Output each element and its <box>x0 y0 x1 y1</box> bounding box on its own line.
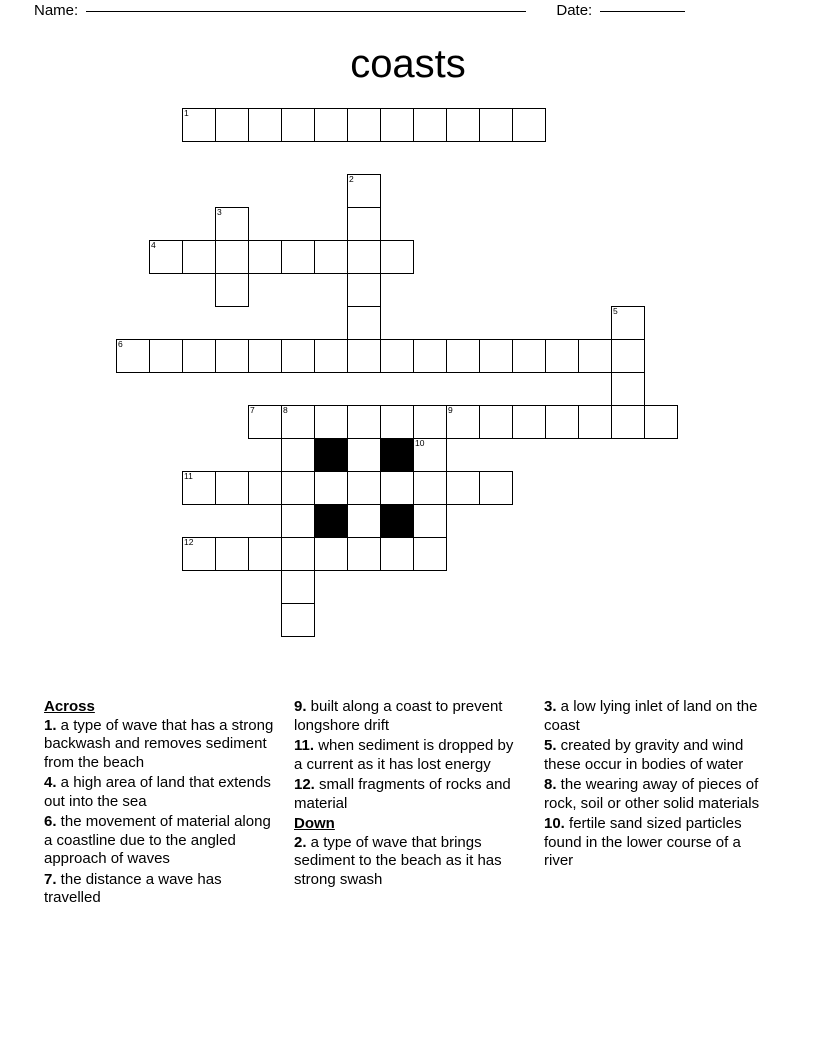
date-label-text: Date: <box>556 2 597 19</box>
grid-cell[interactable] <box>380 108 414 142</box>
grid-cell[interactable] <box>479 108 513 142</box>
grid-cell[interactable] <box>248 537 282 571</box>
grid-cell-number: 8 <box>283 405 288 415</box>
grid-cell-number: 7 <box>250 405 255 415</box>
grid-cell[interactable] <box>281 603 315 637</box>
grid-cell[interactable] <box>347 405 381 439</box>
grid-cell[interactable] <box>215 273 249 307</box>
clue-text: created by gravity and wind these occur in bodies of water <box>544 737 744 773</box>
grid-cell[interactable] <box>314 405 348 439</box>
grid-cell[interactable] <box>182 240 216 274</box>
grid-cell[interactable] <box>314 108 348 142</box>
grid-cell[interactable] <box>248 339 282 373</box>
grid-cell[interactable] <box>215 207 249 241</box>
clue-item <box>44 813 274 869</box>
grid-cell[interactable] <box>611 339 645 373</box>
grid-cell-number: 2 <box>349 174 354 184</box>
grid-cell[interactable] <box>380 405 414 439</box>
clue-text: the movement of material along a coastline due to the angled approach of waves <box>44 813 271 867</box>
clue-number: 5. <box>544 737 557 754</box>
grid-cell-number: 3 <box>217 207 222 217</box>
grid-cell[interactable] <box>248 405 282 439</box>
grid-cell[interactable] <box>512 339 546 373</box>
grid-cell[interactable] <box>215 240 249 274</box>
grid-cell[interactable] <box>644 405 678 439</box>
grid-cell[interactable] <box>413 537 447 571</box>
grid-cell-number: 4 <box>151 240 156 250</box>
grid-cell[interactable] <box>380 339 414 373</box>
grid-cell[interactable] <box>281 108 315 142</box>
grid-cell-number: 10 <box>415 438 425 448</box>
clue-number: 2. <box>294 833 307 851</box>
clue-item <box>44 871 274 908</box>
clue-text: the wearing away of pieces of rock, soil or other solid materials <box>544 776 760 812</box>
clue-number: 8. <box>544 776 557 793</box>
grid-cell[interactable] <box>248 240 282 274</box>
grid-cell[interactable] <box>611 306 645 340</box>
clue-number: 11. <box>294 737 315 754</box>
clue-text: built along a coast to prevent longshore drift <box>294 698 503 734</box>
grid-cell[interactable] <box>479 471 513 505</box>
grid-cell[interactable] <box>413 108 447 142</box>
grid-cell[interactable] <box>545 405 579 439</box>
grid-cell[interactable] <box>314 240 348 274</box>
grid-cell[interactable] <box>413 438 447 472</box>
clue-column-2 <box>294 698 524 910</box>
clue-item <box>294 737 524 774</box>
grid-cell[interactable] <box>446 339 480 373</box>
grid-cell-number: 12 <box>184 537 194 547</box>
grid-cell[interactable] <box>314 471 348 505</box>
grid-cell[interactable] <box>281 504 315 538</box>
grid-cell-number: 1 <box>184 108 189 118</box>
grid-cell[interactable] <box>182 471 216 505</box>
grid-cell[interactable] <box>215 471 249 505</box>
clue-number: 1. <box>44 716 57 734</box>
clue-item <box>544 698 774 735</box>
grid-cell[interactable] <box>380 471 414 505</box>
grid-cell[interactable] <box>347 174 381 208</box>
clue-item <box>544 815 774 871</box>
grid-cell[interactable] <box>545 339 579 373</box>
clue-column-3 <box>544 698 774 910</box>
clue-item <box>294 834 524 890</box>
grid-cell[interactable] <box>446 471 480 505</box>
clue-number: 7. <box>44 870 57 888</box>
grid-cell[interactable] <box>281 537 315 571</box>
clue-number: 4. <box>44 774 57 791</box>
grid-cell-blocked <box>314 504 348 538</box>
grid-cell[interactable] <box>182 339 216 373</box>
grid-cell[interactable] <box>347 339 381 373</box>
grid-cell[interactable] <box>347 471 381 505</box>
grid-cell[interactable] <box>479 405 513 439</box>
grid-cell-number: 9 <box>448 405 453 415</box>
grid-cell[interactable] <box>314 339 348 373</box>
clue-text: small fragments of rocks and material <box>294 776 511 812</box>
clue-number: 12. <box>294 776 315 793</box>
clue-item <box>294 776 524 813</box>
clue-text: a type of wave that brings sediment to the beach as it has strong swash <box>294 833 502 888</box>
clue-number: 3. <box>544 698 557 715</box>
clue-text: the distance a wave has travelled <box>44 870 222 906</box>
grid-cell[interactable] <box>380 240 414 274</box>
clues-section <box>44 698 774 910</box>
grid-cell[interactable] <box>347 273 381 307</box>
grid-cell-blocked <box>380 438 414 472</box>
grid-cell[interactable] <box>512 405 546 439</box>
grid-cell[interactable] <box>413 471 447 505</box>
grid-cell[interactable] <box>347 504 381 538</box>
grid-cell[interactable] <box>347 240 381 274</box>
clue-text: a high area of land that extends out into the sea <box>44 774 271 810</box>
grid-cell[interactable] <box>446 108 480 142</box>
across-heading: Across <box>44 698 95 715</box>
clue-number: 10. <box>544 815 565 832</box>
grid-cell[interactable] <box>215 339 249 373</box>
grid-cell[interactable] <box>248 471 282 505</box>
clue-item <box>44 717 274 773</box>
grid-cell-number: 6 <box>118 339 123 349</box>
grid-cell[interactable] <box>182 537 216 571</box>
clue-text: fertile sand sized particles found in the lower course of a river <box>544 815 742 869</box>
clue-item <box>294 698 524 735</box>
grid-cell[interactable] <box>578 339 612 373</box>
grid-cell[interactable] <box>281 570 315 604</box>
grid-cell[interactable] <box>281 339 315 373</box>
grid-cell[interactable] <box>281 405 315 439</box>
grid-cell[interactable] <box>281 471 315 505</box>
clue-number: 9. <box>294 698 307 715</box>
page-title: coasts <box>350 42 466 86</box>
grid-cell[interactable] <box>347 438 381 472</box>
clue-item <box>544 776 774 813</box>
grid-cell[interactable] <box>149 240 183 274</box>
grid-cell[interactable] <box>446 405 480 439</box>
grid-cell[interactable] <box>347 537 381 571</box>
grid-cell[interactable] <box>611 405 645 439</box>
grid-cell[interactable] <box>413 504 447 538</box>
name-label-text: Name: <box>34 2 83 19</box>
grid-cell[interactable] <box>512 108 546 142</box>
clue-item <box>44 774 274 811</box>
grid-cell[interactable] <box>149 339 183 373</box>
grid-cell[interactable] <box>413 339 447 373</box>
grid-cell[interactable] <box>248 108 282 142</box>
grid-cell[interactable] <box>380 537 414 571</box>
clue-item <box>544 737 774 774</box>
grid-cell[interactable] <box>281 240 315 274</box>
clue-text: a low lying inlet of land on the coast <box>544 698 758 734</box>
grid-cell[interactable] <box>347 306 381 340</box>
clue-column-1 <box>44 698 274 910</box>
grid-cell-number: 11 <box>184 471 193 481</box>
grid-cell[interactable] <box>215 537 249 571</box>
grid-cell[interactable] <box>182 108 216 142</box>
grid-cell[interactable] <box>479 339 513 373</box>
clue-text: when sediment is dropped by a current as it has lost energy <box>294 737 514 773</box>
grid-cell[interactable] <box>413 405 447 439</box>
clue-text: a type of wave that has a strong backwash and removes sediment from the beach <box>44 716 274 771</box>
grid-cell[interactable] <box>281 438 315 472</box>
grid-cell[interactable] <box>215 108 249 142</box>
grid-cell-blocked <box>314 438 348 472</box>
grid-cell[interactable] <box>578 405 612 439</box>
down-heading: Down <box>294 815 335 832</box>
grid-cell-number: 5 <box>613 306 618 316</box>
grid-cell[interactable] <box>116 339 150 373</box>
clue-number: 6. <box>44 813 57 830</box>
grid-cell[interactable] <box>314 537 348 571</box>
grid-cell[interactable] <box>347 108 381 142</box>
grid-cell-blocked <box>380 504 414 538</box>
grid-cell[interactable] <box>611 372 645 406</box>
grid-cell[interactable] <box>347 207 381 241</box>
